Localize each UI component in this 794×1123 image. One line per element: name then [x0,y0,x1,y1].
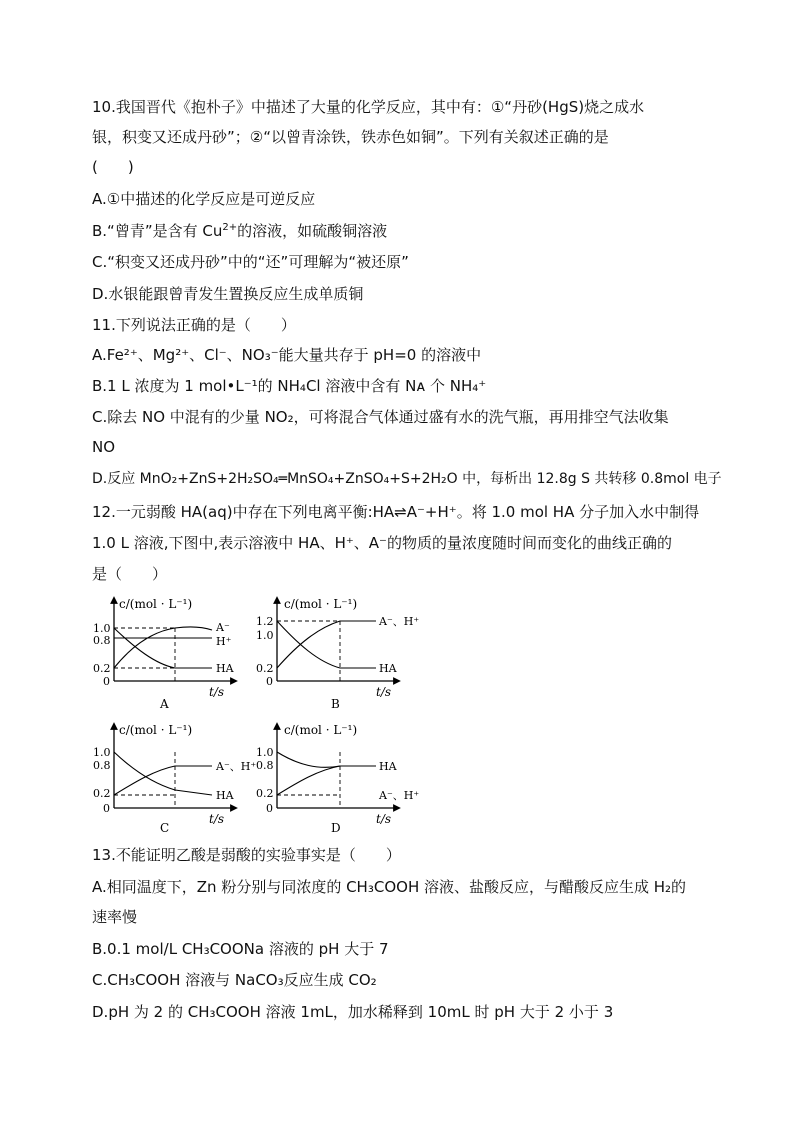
graph-a-ylabel: c/(mol · L⁻¹) [119,597,193,611]
q10-option-b-charge: 2+ [222,222,238,233]
graph-c-tick-top: 1.0 [93,746,111,759]
graph-b-origin: 0 [266,675,273,688]
q10-option-c: C.“积变又还成丹砂”中的“还”可理解为“被还原” [92,253,409,271]
graph-b-tick-top: 1.2 [256,615,274,628]
q13-option-d: D.pH 为 2 的 CH₃COOH 溶液 1mL，加水稀释到 10mL 时 pH 大于 2 小于 3 [92,1003,614,1021]
q11-option-a: A.Fe²⁺、Mg²⁺、Cl⁻、NO₃⁻能大量共存于 pH=0 的溶液中 [92,346,482,364]
graph-c-caption: C [160,821,170,835]
graph-b-xlabel: t/s [376,685,392,699]
q11-option-b: B.1 L 浓度为 1 mol•L⁻¹的 NH₄Cl 溶液中含有 Nᴀ 个 NH₄⁺ [92,377,487,395]
q10-option-b-post: 的溶液，如硫酸铜溶液 [237,222,388,240]
graph-c-origin: 0 [103,802,110,815]
graph-d-tick-mid: 0.8 [256,759,274,772]
q13-option-c: C.CH₃COOH 溶液与 NaCO₃反应生成 CO₂ [92,971,377,989]
q13-option-a-line1: A.相同温度下，Zn 粉分别与同浓度的 CH₃COOH 溶液、盐酸反应，与醋酸反应生成 H₂的 [92,878,687,896]
q11-option-c-line2: NO [92,438,116,456]
q13-option-a-line2: 速率慢 [92,908,138,926]
graph-c-xlabel: t/s [209,812,225,826]
graph-a-label-a: A⁻ [216,621,230,634]
graph-a [93,597,235,711]
q12-stem-line2: 1.0 L 溶液,下图中,表示溶液中 HA、H⁺、A⁻的物质的量浓度随时间而变化的曲线正确的 [92,534,672,552]
graph-c [93,723,256,835]
graph-a-xlabel: t/s [209,685,225,699]
graph-d-ylabel: c/(mol · L⁻¹) [284,723,358,737]
graph-a-tick-low: 0.2 [93,662,111,675]
graph-a-tick-mid: 0.8 [93,634,111,647]
q11-stem: 11.下列说法正确的是（ ） [92,316,296,334]
graph-d-tick-low: 0.2 [256,787,274,800]
graph-d-label-ha: HA [379,760,397,773]
graph-d-caption: D [331,821,341,835]
graph-b-tick-mid: 1.0 [256,629,274,642]
graph-b-tick-low: 0.2 [256,662,274,675]
q11-option-d: D.反应 MnO₂+ZnS+2H₂SO₄═MnSO₄+ZnSO₄+S+2H₂O 中，每析出 12.8g S 共转移 0.8mol 电子 [92,471,722,487]
graph-d-xlabel: t/s [376,812,392,826]
q10-stem-line2: 银，积变又还成丹砂”；②“以曾青涂铁，铁赤色如铜”。下列有关叙述正确的是 [92,128,609,146]
graph-b [256,597,419,711]
q10-stem-line3: ( ) [92,158,134,176]
q11-option-c-line1: C.除去 NO 中混有的少量 NO₂，可将混合气体通过盛有水的洗气瓶，再用排空气法收集 [92,408,669,426]
graph-c-label-ah: A⁻、H⁺ [216,760,257,773]
graph-c-ylabel: c/(mol · L⁻¹) [119,723,193,737]
q12-stem-line1: 12.一元弱酸 HA(aq)中存在下列电离平衡:HA⇌A⁻+H⁺。将 1.0 mol HA 分子加入水中制得 [92,503,700,521]
graph-b-label-ah: A⁻、H⁺ [379,615,420,628]
q10-stem-line1: 10.我国晋代《抱朴子》中描述了大量的化学反应，其中有：①“丹砂(HgS)烧之成水 [92,98,645,116]
graph-b-caption: B [331,697,340,711]
q12-stem-line3: 是（ ） [92,565,168,583]
q10-option-b-pre: B.“曾青”是含有 Cu [92,222,223,240]
graph-b-ylabel: c/(mol · L⁻¹) [284,597,358,611]
graph-a-caption: A [160,697,169,711]
graph-d [256,723,419,835]
q13-option-b: B.0.1 mol/L CH₃COONa 溶液的 pH 大于 7 [92,940,389,958]
q13-stem: 13.不能证明乙酸是弱酸的实验事实是（ ） [92,846,401,864]
graph-b-label-ha: HA [379,662,397,675]
graph-d-label-ah: A⁻、H⁺ [379,789,420,802]
graph-c-label-ha: HA [216,789,234,802]
graph-d-tick-top: 1.0 [256,746,274,759]
graph-c-tick-mid: 0.8 [93,759,111,772]
graph-d-origin: 0 [266,802,273,815]
graph-c-tick-low: 0.2 [93,787,111,800]
graph-a-tick-top: 1.0 [93,622,111,635]
q10-option-a: A.①中描述的化学反应是可逆反应 [92,190,316,208]
q10-option-d: D.水银能跟曾青发生置换反应生成单质铜 [92,285,364,303]
graph-a-label-h: H⁺ [216,635,232,648]
graph-a-origin: 0 [103,675,110,688]
graph-a-label-ha: HA [216,662,234,675]
